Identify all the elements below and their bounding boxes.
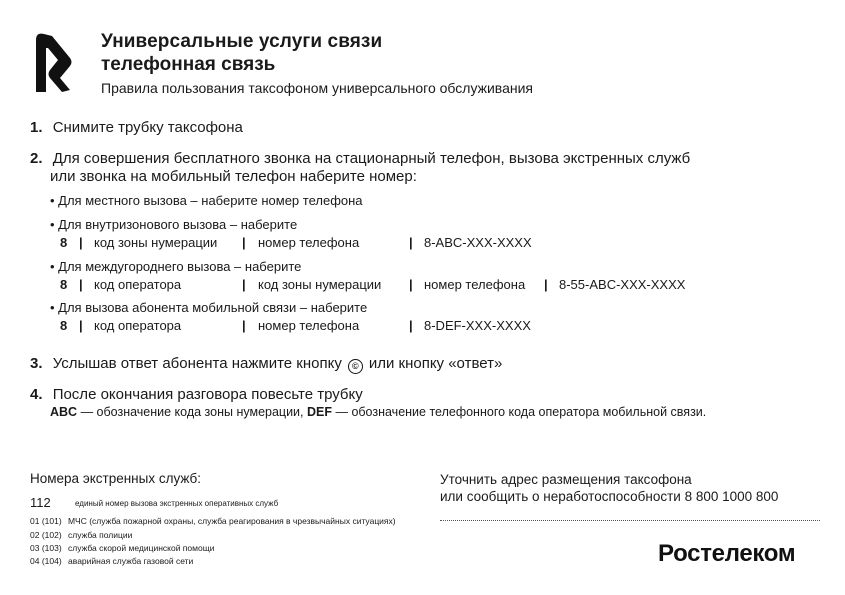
note-abc: ABC [50, 405, 78, 419]
emergency-main-desc: единый номер вызова экстренных оперативных служб [75, 499, 279, 508]
step-text: Услышав ответ абонента нажмите кнопку [52, 355, 342, 372]
dial-separator: | [544, 277, 548, 292]
step-2-line2: или звонка на мобильный телефон наберите номер: [50, 168, 417, 185]
dial-separator: | [79, 277, 83, 292]
page-title-line2: телефонная связь [101, 54, 276, 75]
dial-separator: | [242, 277, 246, 292]
answer-button-icon: © [348, 359, 363, 374]
dial-separator: | [409, 235, 413, 250]
dial-example: 8-ABC-XXX-XXXX [424, 235, 532, 250]
brand-name: Ростелеком [658, 540, 796, 567]
note-def: DEF [307, 405, 332, 419]
emergency-code: 03 (103) [30, 543, 62, 553]
emergency-item [30, 516, 396, 526]
emergency-desc: служба скорой медицинской помощи [68, 543, 215, 553]
dial-example: 8-55-ABC-XXX-XXXX [559, 277, 686, 292]
dial-separator: | [242, 318, 246, 333]
emergency-item [30, 556, 193, 566]
dial-example: 8-DEF-XXX-XXXX [424, 318, 531, 333]
emergency-desc: аварийная служба газовой сети [68, 556, 194, 566]
dial-cell: код оператора [94, 277, 182, 292]
step-text: Для совершения бесплатного звонка на стационарный телефон, вызова экстренных служб [52, 150, 691, 167]
step-1 [30, 119, 243, 136]
dial-cell: 8 [60, 277, 68, 292]
step-number: 2. [30, 150, 43, 167]
emergency-item [30, 530, 132, 540]
dial-cell: 8 [60, 318, 68, 333]
dial-cell: номер телефона [258, 235, 360, 250]
dotted-divider [440, 520, 820, 521]
step-text: После окончания разговора повесьте трубку [52, 386, 363, 403]
step-text: Снимите трубку таксофона [52, 119, 243, 136]
bullet-intrazone-call: • Для внутризонового вызова – наберите [50, 217, 298, 232]
bullet-long-distance-call: • Для междугороднего вызова – наберите [50, 259, 302, 274]
emergency-main-code: 112 [30, 495, 51, 510]
bullet-mobile-call: • Для вызова абонента мобильной связи – наберите [50, 300, 368, 315]
dial-cell: код зоны нумерации [258, 277, 382, 292]
dial-separator: | [79, 318, 83, 333]
step-number: 4. [30, 386, 43, 403]
emergency-desc: МЧС (служба пожарной охраны, служба реагирования в чрезвычайных ситуациях) [68, 516, 396, 526]
emergency-item [30, 543, 214, 553]
step-2 [30, 150, 690, 167]
dial-cell: код зоны нумерации [94, 235, 218, 250]
dial-separator: | [409, 277, 413, 292]
dial-cell: код оператора [94, 318, 182, 333]
dial-separator: | [409, 318, 413, 333]
emergency-desc: служба полиции [68, 530, 133, 540]
dial-separator: | [79, 235, 83, 250]
dial-separator: | [242, 235, 246, 250]
dial-cell: номер телефона [424, 277, 526, 292]
step-text-after: или кнопку «ответ» [368, 355, 503, 372]
bullet-local-call: • Для местного вызова – наберите номер телефона [50, 193, 363, 208]
emergency-code: 01 (101) [30, 516, 62, 526]
dial-cell: номер телефона [258, 318, 360, 333]
emergency-code: 04 (104) [30, 556, 62, 566]
abbreviation-note [50, 405, 706, 419]
emergency-code: 02 (102) [30, 530, 62, 540]
info-phone-line: или сообщить о неработоспособности 8 800 1000 800 [440, 489, 779, 504]
dial-cell: 8 [60, 235, 68, 250]
page-title: Универсальные услуги связи [101, 31, 383, 52]
rostelecom-logo-icon [32, 30, 72, 94]
note-def-text: — обозначение телефонного кода оператора мобильной связи. [332, 405, 707, 419]
page-subtitle: Правила пользования таксофоном универсального обслуживания [101, 80, 534, 96]
step-number: 1. [30, 119, 43, 136]
emergency-heading: Номера экстренных служб: [30, 471, 202, 486]
step-number: 3. [30, 355, 43, 372]
step-3 [30, 355, 502, 374]
note-abc-text: — обозначение кода зоны нумерации, [77, 405, 307, 419]
step-4 [30, 386, 363, 403]
info-line: Уточнить адрес размещения таксофона [440, 472, 692, 487]
